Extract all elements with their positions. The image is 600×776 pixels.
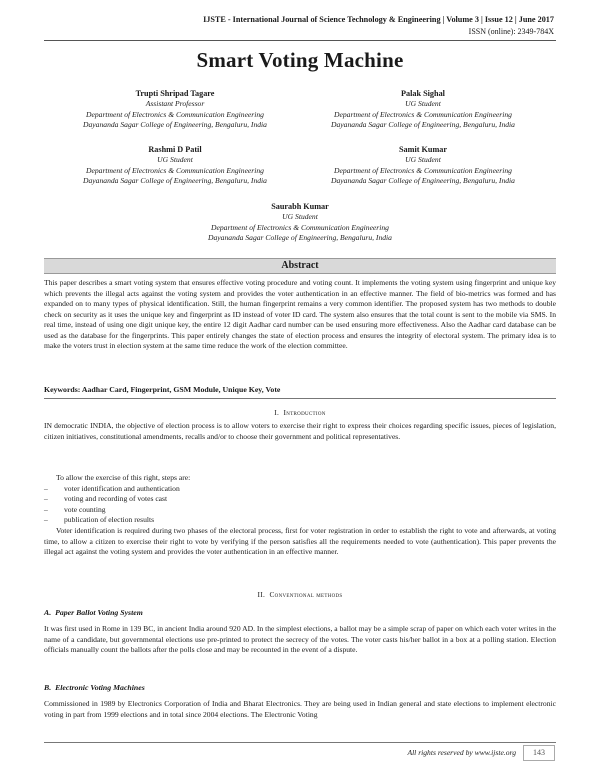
author-college: Dayananda Sagar College of Engineering, Bengaluru, India xyxy=(331,176,515,186)
author-block xyxy=(288,145,558,187)
author-name: Trupti Shripad Tagare xyxy=(135,89,215,98)
author-block xyxy=(165,202,435,244)
author-college: Dayananda Sagar College of Engineering, Bengaluru, India xyxy=(83,176,267,186)
section-heading-conventional xyxy=(0,590,600,599)
author-name: Rashmi D Patil xyxy=(148,145,202,154)
footer-rule xyxy=(44,742,556,743)
issn: ISSN (online): 2349-784X xyxy=(468,27,554,36)
evm-paragraph: Commissioned in 1989 by Electronics Corporation of India and Bharat Electronics. They are being used in Indian general and state elections to implement electronic voting in part from 1999 elections and in total since 2004 elections. The Electronic Voting xyxy=(44,699,556,719)
intro-paragraph-2: Voter identification is required during two phases of the electoral process, first for voter registration in order to establish the right to vote and afterwards, at voting time, to allow a citizen to exercise their right to vote by verifying if the person satisfies all the requirements needed to vote (authentication). This paper prevents the illegal act against the voting system and provides the voter authentication in an effective manner. xyxy=(44,526,556,556)
author-block xyxy=(288,89,558,131)
abstract-text: This paper describes a smart voting system that ensures effective voting procedure and voting count. It implements the voting system using fingerprint and unique key which prevents the illegal acts against the voting system and provides the voter authentication in an effective manner. The field of bio-metrics was formed and has expanded on to many types of physical identification. Still, the human fingerprint remains a very common identifier. The proposed system has two methods to double check on security as it uses the unique key and fingerprint as ID instead of voter ID card. The system also ensures that the total count is sent to the mobile via SMS. In real time, instead of using one digit unique key, the entire 12 digit Aadhar card number can be used ensuring more effectiveness. Also the Aadhar card database can be used as the database for the fingerprints. This paper entirely changes the state of election process and ensures the integrity of electoral system. The primary idea is to make the voters trust in election system at the same time reduce the work of the election committee. xyxy=(44,278,556,350)
list-item: – vote counting xyxy=(44,504,106,514)
author-block xyxy=(40,145,310,187)
author-role: UG Student xyxy=(157,155,193,165)
section-title: Introduction xyxy=(283,408,326,417)
section-number: I. xyxy=(274,408,280,417)
author-dept: Department of Electronics & Communication Engineering xyxy=(211,222,389,232)
author-name: Samit Kumar xyxy=(399,145,447,154)
author-college: Dayananda Sagar College of Engineering, Bengaluru, India xyxy=(331,120,515,130)
steps-list xyxy=(44,484,180,525)
author-dept: Department of Electronics & Communication Engineering xyxy=(334,109,512,119)
author-role: Assistant Professor xyxy=(145,99,205,109)
author-role: UG Student xyxy=(282,212,318,222)
author-dept: Department of Electronics & Communication Engineering xyxy=(86,165,264,175)
abstract-heading: Abstract xyxy=(44,258,556,274)
author-name: Palak Sighal xyxy=(401,89,445,98)
journal-header: IJSTE - International Journal of Science Technology & Engineering | Volume 3 | Issue 12 | June 2017 xyxy=(203,15,554,24)
author-role: UG Student xyxy=(405,99,441,109)
intro-lead: To allow the exercise of this right, steps are: xyxy=(56,473,191,482)
section-number: II. xyxy=(257,590,266,599)
author-college: Dayananda Sagar College of Engineering, Bengaluru, India xyxy=(208,233,392,243)
subsection-heading-b: B. Electronic Voting Machines xyxy=(44,683,145,692)
header-rule xyxy=(44,40,556,41)
page-number: 143 xyxy=(523,745,555,761)
section-title: Conventional methods xyxy=(269,590,343,599)
author-dept: Department of Electronics & Communication Engineering xyxy=(86,109,264,119)
footer-rights: All rights reserved by www.ijste.org xyxy=(407,748,516,757)
section-heading-intro xyxy=(0,408,600,417)
author-block xyxy=(40,89,310,131)
author-college: Dayananda Sagar College of Engineering, Bengaluru, India xyxy=(83,120,267,130)
subsection-heading-a: A. Paper Ballot Voting System xyxy=(44,608,143,617)
list-item: – voting and recording of votes cast xyxy=(44,494,168,504)
list-item: – publication of election results xyxy=(44,514,155,524)
keywords: Keywords: Aadhar Card, Fingerprint, GSM Module, Unique Key, Vote xyxy=(44,385,281,394)
author-name: Saurabh Kumar xyxy=(271,202,329,211)
author-role: UG Student xyxy=(405,155,441,165)
keywords-rule xyxy=(44,398,556,399)
list-item: – voter identification and authentication xyxy=(44,484,180,493)
author-dept: Department of Electronics & Communication Engineering xyxy=(334,165,512,175)
paper-ballot-paragraph: It was first used in Rome in 139 BC, in ancient India around 920 AD. In the simplest elections, a ballot may be a simple scrap of paper on which each voter writes in the name of a candidate, but governmental elections use pre-printed to protect the secrecy of the votes. The voter casts his/her ballot in a box at a polling station. Election officials manually count the ballots after the polls close and may be recounted in the event of a dispute. xyxy=(44,624,556,654)
intro-paragraph: IN democratic INDIA, the objective of election process is to allow voters to exercise their right to express their choices regarding specific issues, pieces of legislation, citizen initiatives, constitutional amendments, recalls and/or to choose their government and political representatives. xyxy=(44,421,556,441)
paper-title: Smart Voting Machine xyxy=(196,48,404,72)
